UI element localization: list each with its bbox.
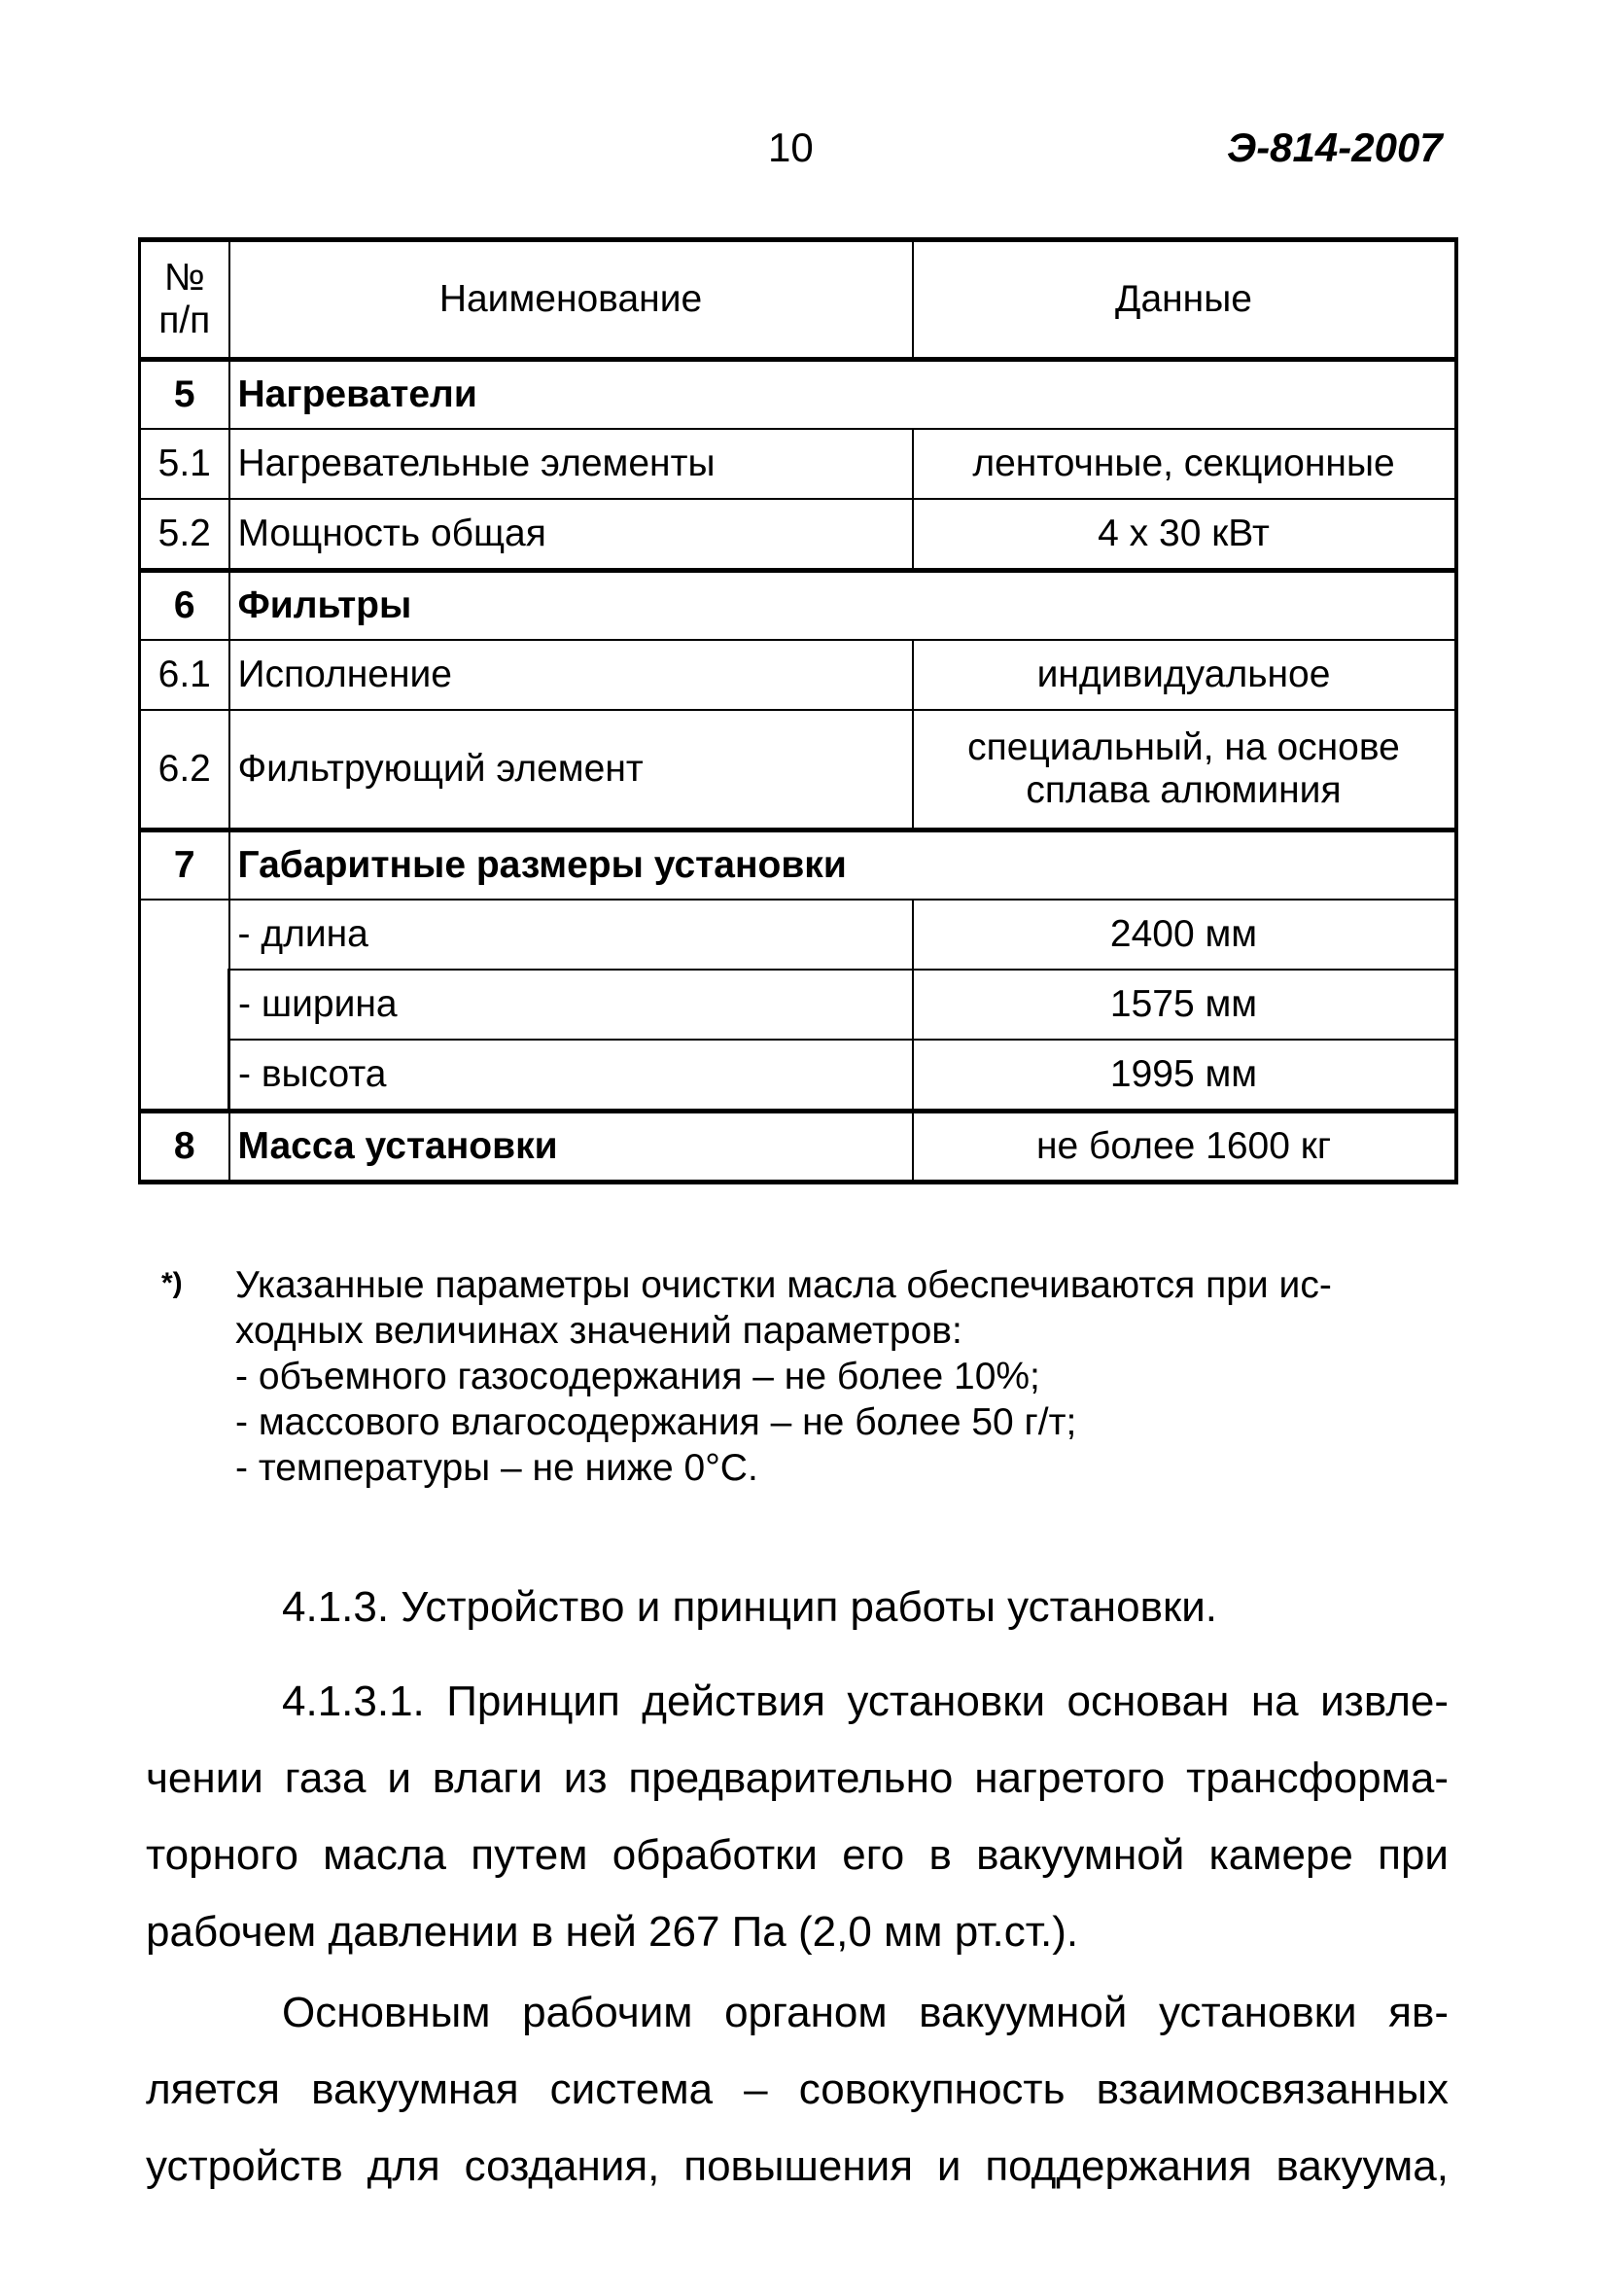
section-title: Габаритные размеры установки xyxy=(229,830,1456,901)
table-row xyxy=(140,900,1456,970)
document-code: Э-814-2007 xyxy=(1227,124,1443,170)
specifications-table xyxy=(138,237,1458,1184)
row-value: 1575 мм xyxy=(913,970,1456,1040)
section-heading: 4.1.3. Устройство и принцип работы установки. xyxy=(282,1583,1218,1631)
row-value: 4 х 30 кВт xyxy=(913,499,1456,571)
row-value: ленточные, секционные xyxy=(913,429,1456,499)
row-name: - высота xyxy=(229,1040,913,1112)
header-name: Наименование xyxy=(229,240,913,360)
paragraph-principle: 4.1.3.1. Принцип действия установки основан на извле- чении газа и влаги из предварительно нагретого трансформа- торного масла путем обработки его в вакуумной камере при рабочем давлении в ней 267 Па (2,0 мм рт.ст.). xyxy=(146,1678,1449,1956)
footnote-mark: *) xyxy=(161,1267,183,1299)
footnote-body: Указанные параметры очистки масла обеспечиваются при ис- ходных величинах значений параметров: - объемного газосодержания – не более 10%; - массового влагосодержания – не более 50 г/т; - температуры – не ниже 0°С. xyxy=(235,1264,1332,1489)
table-row xyxy=(140,1040,1456,1112)
section-title: Нагреватели xyxy=(229,360,1456,430)
table-header-row xyxy=(140,240,1456,360)
row-number-empty xyxy=(140,900,229,1112)
page-number: 10 xyxy=(768,124,814,170)
section-number: 7 xyxy=(140,830,229,901)
section-number: 6 xyxy=(140,571,229,641)
row-name: Нагревательные элементы xyxy=(229,429,913,499)
section-title: Масса установки xyxy=(229,1112,913,1183)
row-value: не более 1600 кг xyxy=(913,1112,1456,1183)
section-row-6 xyxy=(140,571,1456,641)
header-data: Данные xyxy=(913,240,1456,360)
row-number: 6.1 xyxy=(140,640,229,710)
section-title: Фильтры xyxy=(229,571,1456,641)
row-name: Фильтрующий элемент xyxy=(229,710,913,830)
row-value: специальный, на основе сплава алюминия xyxy=(913,710,1456,830)
table-row xyxy=(140,710,1456,830)
footnote xyxy=(161,1262,1425,1491)
row-value: 2400 мм xyxy=(913,900,1456,970)
section-row-8 xyxy=(140,1112,1456,1183)
row-name: Исполнение xyxy=(229,640,913,710)
row-value: индивидуальное xyxy=(913,640,1456,710)
row-number: 5.1 xyxy=(140,429,229,499)
row-value: 1995 мм xyxy=(913,1040,1456,1112)
section-row-7 xyxy=(140,830,1456,901)
table-row xyxy=(140,499,1456,571)
row-name: Мощность общая xyxy=(229,499,913,571)
section-row-5 xyxy=(140,360,1456,430)
table-row xyxy=(140,970,1456,1040)
row-name: - длина xyxy=(229,900,913,970)
section-number: 5 xyxy=(140,360,229,430)
row-number: 5.2 xyxy=(140,499,229,571)
table-row xyxy=(140,429,1456,499)
row-number: 6.2 xyxy=(140,710,229,830)
row-name: - ширина xyxy=(229,970,913,1040)
header-number: № п/п xyxy=(140,240,229,360)
section-number: 8 xyxy=(140,1112,229,1183)
paragraph-vacuum-system: Основным рабочим органом вакуумной установки яв- ляется вакуумная система – совокупность взаимосвязанных устройств для создания, повышения и поддержания вакуума, xyxy=(146,1989,1449,2190)
table-row xyxy=(140,640,1456,710)
